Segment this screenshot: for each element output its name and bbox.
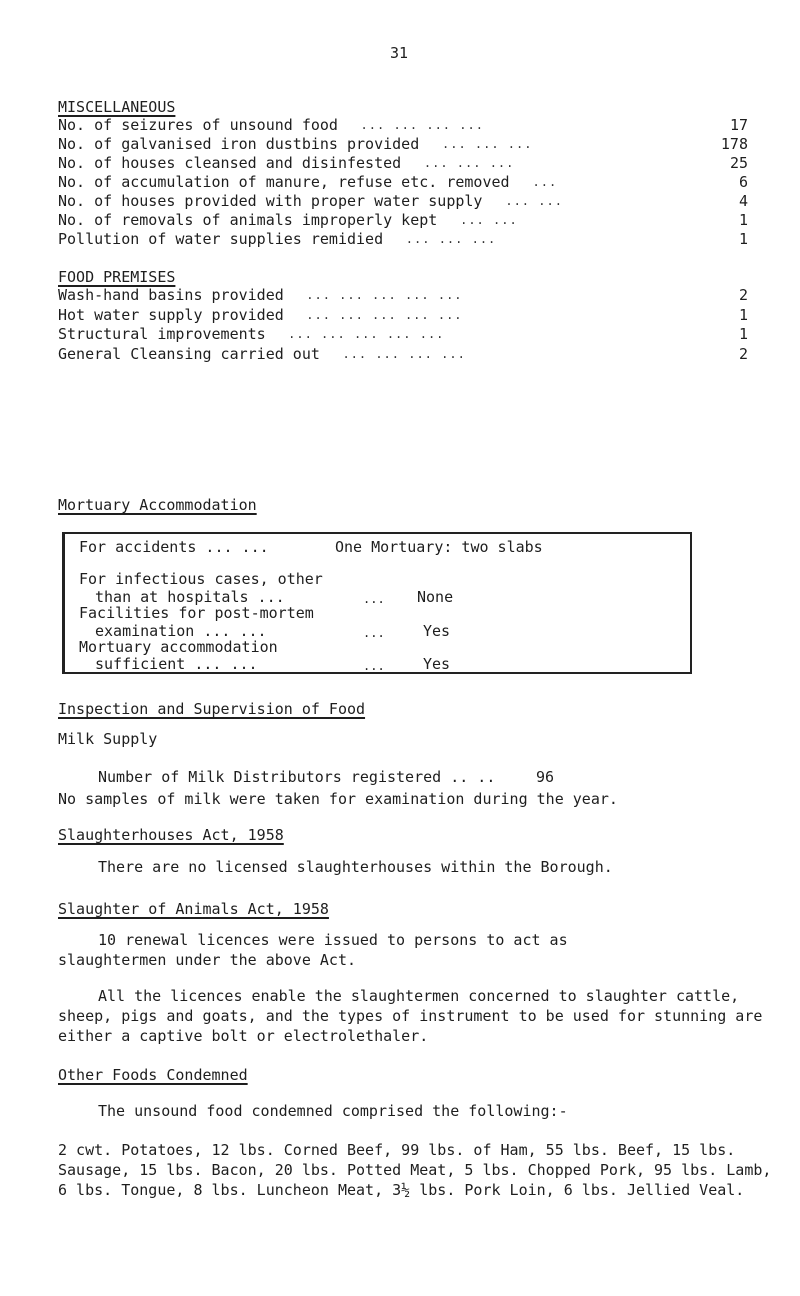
miscellaneous-row [58,154,748,172]
milk-supply-heading: Milk Supply [58,730,158,748]
miscellaneous-label: No. of galvanised iron dustbins provided [58,135,420,153]
mortuary-row-2-label-line-1: For infectious cases, other [79,570,323,588]
other-foods-list: 2 cwt. Potatoes, 12 lbs. Corned Beef, 99 lbs. of Ham, 55 lbs. Beef, 15 lbs. Sausage, 15 lbs. Bacon, 20 lbs. Potted Meat, 5 lbs. Chopped Pork, 95 lbs. Lamb, 6 lbs. Tongue, 8 lbs. Luncheon Meat, 3½ lbs. Pork Loin, 6 lbs. Jellied Veal. [58,1141,772,1199]
slaughterhouses-text: There are no licensed slaughterhouses within the Borough. [98,858,613,876]
miscellaneous-value: 25 [729,154,748,172]
miscellaneous-row [58,116,748,134]
miscellaneous-value: 178 [720,135,748,153]
food-premises-row [58,306,748,324]
mortuary-row-3-label-line-2: examination ... ... [95,622,267,640]
miscellaneous-leader-dots: ... ... [505,194,563,208]
miscellaneous-row [58,192,748,210]
slaughter-animals-heading: Slaughter of Animals Act, 1958 [58,900,329,918]
food-premises-label: General Cleansing carried out [58,344,320,363]
milk-distributors-label: Number of Milk Distributors registered .. .. [98,768,496,786]
food-premises-leader-dots: ... ... ... ... ... [306,307,463,322]
miscellaneous-row [58,211,748,229]
mortuary-row-2-dots: ... [363,592,385,606]
milk-samples-text: No samples of milk were taken for examination during the year. [58,790,618,808]
food-premises-label: Hot water supply provided [58,305,284,324]
miscellaneous-leader-dots: ... ... [460,213,518,227]
food-premises-value: 1 [738,305,748,324]
miscellaneous-value: 1 [738,230,748,248]
food-premises-row [58,286,748,304]
mortuary-row-2-value: None [417,588,454,606]
food-premises-value: 1 [738,325,748,343]
food-premises-row [58,345,748,363]
miscellaneous-label: Pollution of water supplies remidied [58,230,384,248]
mortuary-row-1-label: For accidents ... ... [79,538,269,556]
food-premises-heading: FOOD PREMISES [58,268,176,286]
mortuary-row-3-value: Yes [423,622,451,640]
miscellaneous-row [58,230,748,248]
miscellaneous-value: 6 [738,173,748,191]
food-premises-label: Structural improvements [58,325,266,343]
mortuary-row-1-value: One Mortuary: two slabs [335,538,543,556]
mortuary-row-3-label-line-1: Facilities for post-mortem [79,604,314,622]
miscellaneous-label: No. of removals of animals improperly kept [58,211,438,229]
mortuary-row-4-value: Yes [423,655,451,673]
miscellaneous-row [58,135,748,153]
miscellaneous-leader-dots: ... [532,175,558,189]
food-premises-leader-dots: ... ... ... ... [342,346,466,361]
miscellaneous-leader-dots: ... ... ... [423,156,515,170]
food-premises-leader-dots: ... ... ... ... ... [306,288,463,302]
food-premises-label: Wash-hand basins provided [58,286,284,304]
inspection-heading: Inspection and Supervision of Food [58,700,366,718]
mortuary-heading: Mortuary Accommodation [58,496,257,514]
other-foods-intro: The unsound food condemned comprised the following:- [98,1102,568,1120]
page-number: 31 [390,44,409,62]
miscellaneous-value: 1 [738,211,748,229]
mortuary-row-2-label-line-2: than at hospitals ... [95,588,285,606]
food-premises-value: 2 [738,344,748,363]
miscellaneous-row [58,173,748,191]
mortuary-row-4-label-line-2: sufficient ... ... [95,655,258,673]
miscellaneous-leader-dots: ... ... ... [442,137,533,151]
miscellaneous-label: No. of accumulation of manure, refuse etc. removed [58,173,510,191]
miscellaneous-label: No. of houses provided with proper water supply [58,192,483,210]
food-premises-row [58,325,748,343]
miscellaneous-heading: MISCELLANEOUS [58,98,176,116]
miscellaneous-value: 4 [738,192,748,210]
slaughterhouses-heading: Slaughterhouses Act, 1958 [58,826,284,844]
mortuary-table [62,532,692,674]
food-premises-value: 2 [738,286,748,304]
miscellaneous-label: No. of seizures of unsound food [58,116,338,134]
miscellaneous-leader-dots: ... ... ... [405,232,497,246]
mortuary-row-4-label-line-1: Mortuary accommodation [79,638,278,656]
mortuary-row-3-dots: ... [363,626,385,640]
miscellaneous-label: No. of houses cleansed and disinfested [58,154,402,172]
miscellaneous-leader-dots: ... ... ... ... [360,118,484,132]
other-foods-heading: Other Foods Condemned [58,1066,248,1084]
mortuary-row-4-dots: ... [363,659,385,673]
slaughter-animals-paragraph-2: All the licences enable the slaughtermen concerned to slaughter cattle, sheep, pigs and goats, and the types of instrument to be used for stunning are either a captive bolt or electrolethaler. [58,987,763,1045]
food-premises-leader-dots: ... ... ... ... ... [288,327,445,341]
milk-distributors-value: 96 [536,768,555,786]
miscellaneous-value: 17 [729,116,748,134]
slaughter-animals-paragraph-1: 10 renewal licences were issued to persons to act as slaughtermen under the above Act. [58,931,568,969]
